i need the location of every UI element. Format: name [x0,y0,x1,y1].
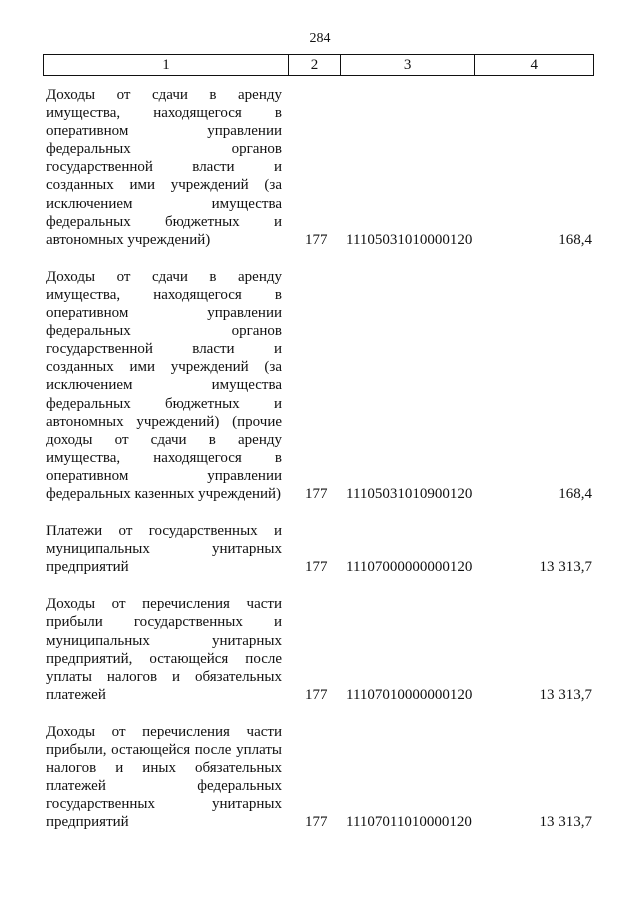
description-line: Доходы от перечисления части [46,596,282,613]
admin-code: 177 [305,814,328,831]
description-line: платежей [46,686,106,703]
description-line: федеральных органов [46,141,282,158]
budget-classification-code: 11107011010000120 [346,814,472,831]
row-description [46,268,282,503]
description-line: предприятий [46,559,129,576]
row-description [46,86,282,249]
amount-value: 13 313,7 [539,814,592,831]
description-line: федеральных бюджетных и [46,213,282,230]
description-line: муниципальных унитарных [46,541,282,558]
description-line: государственных унитарных [46,796,282,813]
table-row [46,723,594,832]
admin-code: 177 [305,486,328,503]
description-line: предприятий [46,814,129,831]
budget-classification-code: 11107000000000120 [346,559,473,576]
header-col-2: 2 [289,55,341,75]
description-line: созданных ими учреждений (за [46,177,282,194]
admin-code: 177 [305,686,328,703]
header-col-3: 3 [341,55,476,75]
amount-value: 168,4 [558,231,592,248]
description-line: муниципальных унитарных [46,632,282,649]
description-line: Доходы от перечисления части [46,723,282,740]
description-line: доходы от сдачи в аренду [46,431,282,448]
description-line: государственной власти и [46,159,282,176]
description-line: прибыли государственных и [46,614,282,631]
amount-value: 13 313,7 [539,686,592,703]
page-number: 284 [309,31,331,46]
row-description [46,723,282,832]
budget-classification-code: 11105031010900120 [346,486,473,503]
description-line: автономных учреждений) [46,231,211,248]
table-row [46,86,594,249]
description-line: предприятий, остающейся после [46,650,282,667]
table-row [46,595,594,704]
row-description [46,522,282,576]
description-line: Платежи от государственных и [46,523,282,540]
description-line: федеральных бюджетных и [46,395,282,412]
description-line: исключением имущества [46,377,282,394]
description-line: исключением имущества [46,195,282,212]
description-line: созданных ими учреждений (за [46,359,282,376]
table-header [43,54,594,76]
header-col-1: 1 [44,55,289,75]
description-line: оперативном управлении [46,123,282,140]
description-line: уплаты налогов и обязательных [46,668,282,685]
description-line: автономных учреждений) (прочие [46,413,282,430]
table-row [46,522,594,576]
description-line: федеральных казенных учреждений) [46,485,282,502]
description-line: имущества, находящегося в [46,105,282,122]
header-col-4: 4 [530,56,538,73]
amount-value: 13 313,7 [539,559,592,576]
row-description [46,595,282,704]
description-line: имущества, находящегося в [46,449,282,466]
description-line: оперативном управлении [46,467,282,484]
admin-code: 177 [305,559,328,576]
amount-value: 168,4 [558,486,592,503]
table-body [46,86,594,850]
budget-classification-code: 11107010000000120 [346,686,473,703]
budget-classification-code: 11105031010000120 [346,231,473,248]
description-line: Доходы от сдачи в аренду [46,87,282,103]
description-line: прибыли, остающейся после уплаты [46,742,282,758]
description-line: платежей федеральных [46,778,282,795]
description-line: федеральных органов [46,323,282,340]
description-line: налогов и иных обязательных [46,760,282,777]
description-line: имущества, находящегося в [46,286,282,303]
description-line: государственной власти и [46,341,282,358]
table-row [46,268,594,503]
admin-code: 177 [305,231,328,248]
description-line: Доходы от сдачи в аренду [46,268,282,285]
description-line: оперативном управлении [46,305,282,322]
